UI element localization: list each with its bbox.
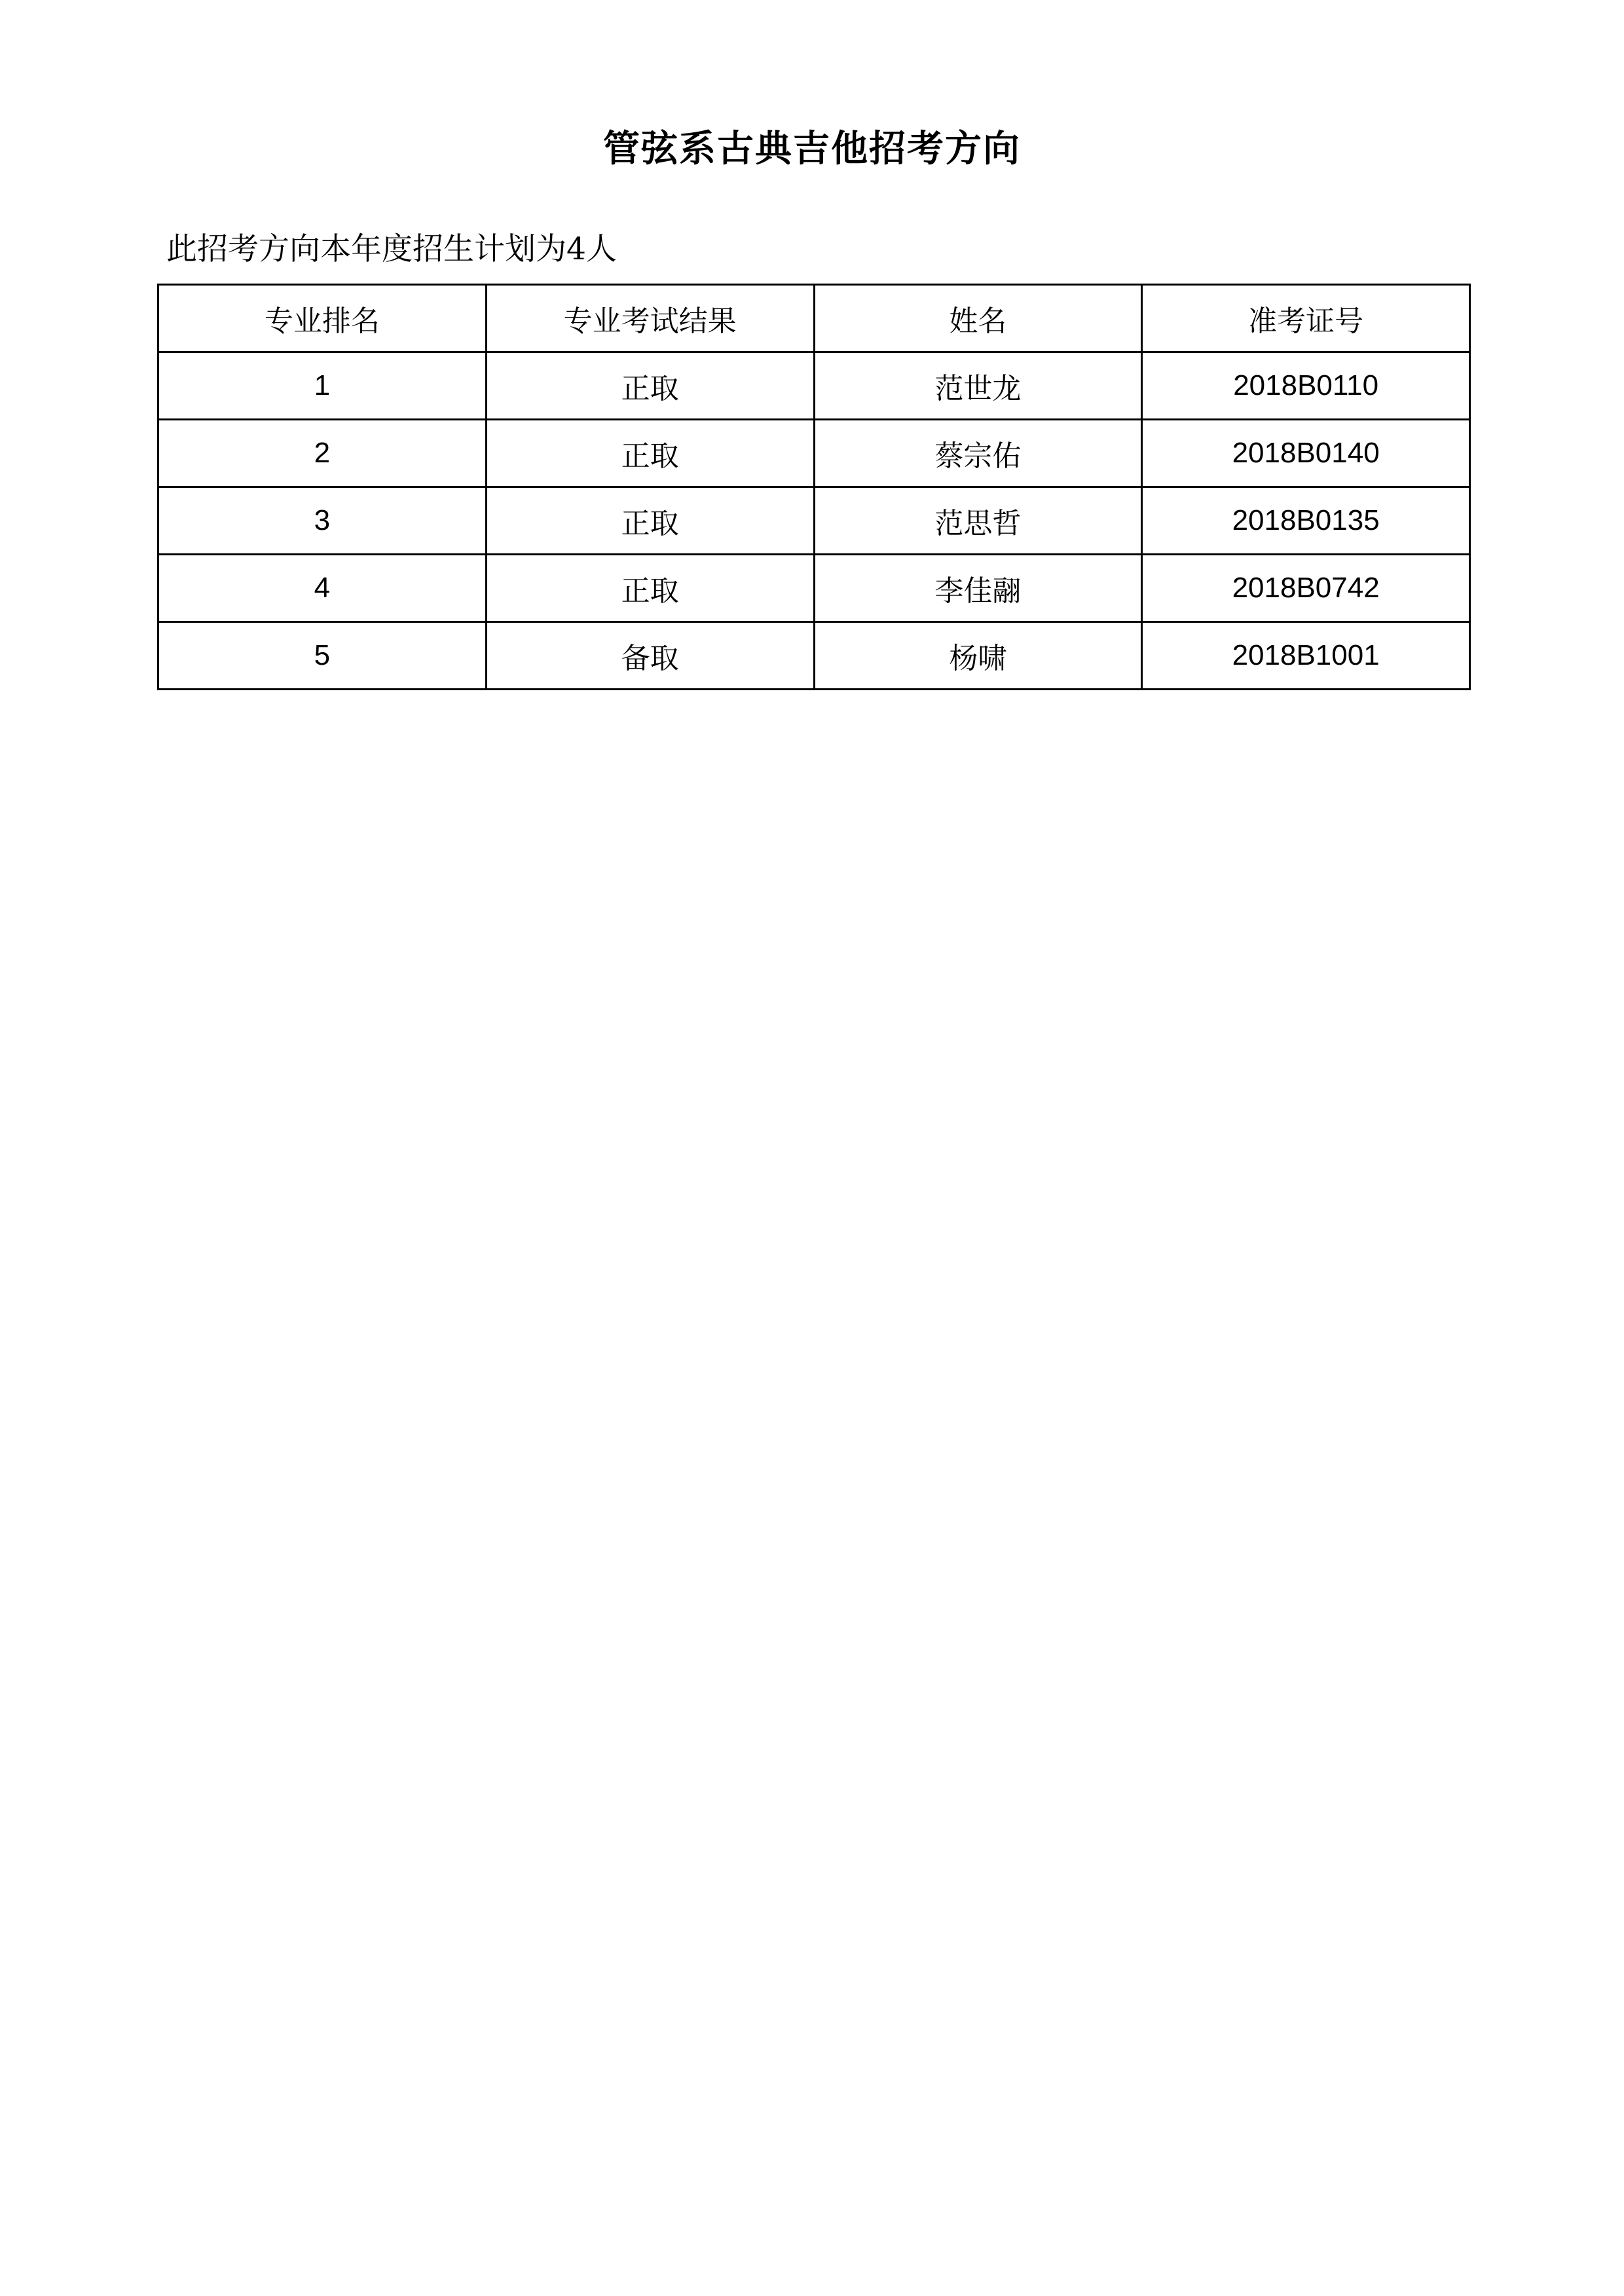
table-row [158, 420, 1470, 487]
enrollment-plan-note: 此招考方向本年度招生计划为4人 [166, 231, 617, 267]
table-body [158, 352, 1470, 690]
table-header-row [158, 285, 1470, 352]
exam-number-cell: 2018B0110 [1142, 352, 1470, 420]
admission-results-table [157, 284, 1471, 690]
result-cell: 正取 [486, 555, 814, 622]
table-header [158, 285, 1470, 352]
exam-number-cell: 2018B1001 [1142, 622, 1470, 690]
header-rank: 专业排名 [158, 285, 487, 352]
header-result: 专业考试结果 [486, 285, 814, 352]
rank-cell: 5 [158, 622, 487, 690]
header-name: 姓名 [814, 285, 1142, 352]
table-row [158, 487, 1470, 555]
name-cell: 杨啸 [814, 622, 1142, 690]
result-cell: 正取 [486, 420, 814, 487]
name-cell: 李佳翮 [814, 555, 1142, 622]
name-cell: 范世龙 [814, 352, 1142, 420]
table-row [158, 622, 1470, 690]
rank-cell: 2 [158, 420, 487, 487]
header-exam-number: 准考证号 [1142, 285, 1470, 352]
rank-cell: 1 [158, 352, 487, 420]
table-row [158, 555, 1470, 622]
exam-number-cell: 2018B0742 [1142, 555, 1470, 622]
rank-cell: 3 [158, 487, 487, 555]
result-cell: 正取 [486, 487, 814, 555]
exam-number-cell: 2018B0140 [1142, 420, 1470, 487]
name-cell: 范思哲 [814, 487, 1142, 555]
name-cell: 蔡宗佑 [814, 420, 1142, 487]
result-cell: 正取 [486, 352, 814, 420]
exam-number-cell: 2018B0135 [1142, 487, 1470, 555]
document-title: 管弦系古典吉他招考方向 [603, 127, 1021, 170]
rank-cell: 4 [158, 555, 487, 622]
result-cell: 备取 [486, 622, 814, 690]
table-row [158, 352, 1470, 420]
